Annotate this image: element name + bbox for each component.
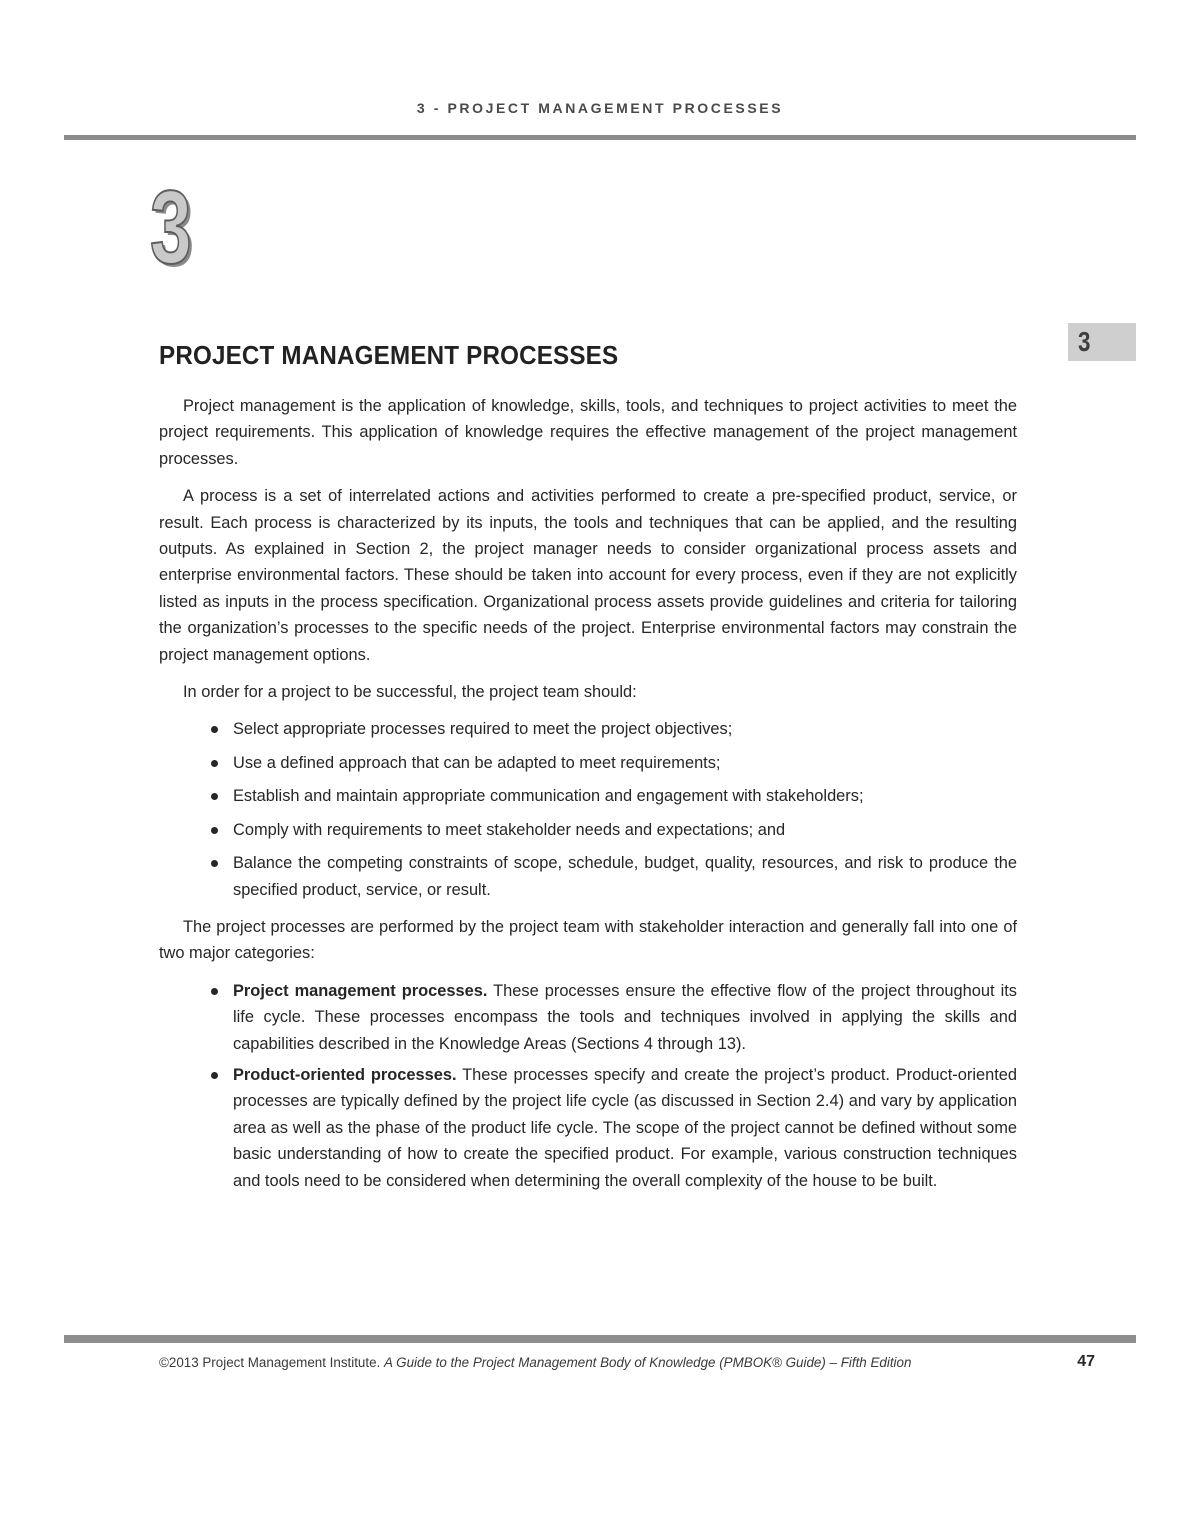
chapter-thumb-tab (1068, 323, 1136, 361)
paragraph-categories-intro: The project processes are performed by the project team with stakeholder interaction and generally fall into one of two major categories: (159, 917, 1017, 963)
list-item (159, 850, 1017, 903)
list-item (159, 1062, 1017, 1194)
bullet-icon (211, 827, 218, 834)
footer-citation: A Guide to the Project Management Body of Knowledge (PMBOK® Guide) – Fifth Edition (384, 1355, 912, 1370)
list-item (159, 978, 1017, 1057)
section-title: PROJECT MANAGEMENT PROCESSES (159, 340, 619, 370)
paragraph-definition: Project management is the application of knowledge, skills, tools, and techniques to project activities to meet the project requirements. This application of knowledge requires the effective management of the project management processes. (159, 397, 1017, 468)
paragraph-success-intro: In order for a project to be successful, the project team should: (183, 683, 637, 702)
category-term: Project management processes. (233, 981, 488, 1000)
success-bullet-list (159, 716, 1017, 902)
paragraph-process: A process is a set of interrelated actions and activities performed to create a pre-specified product, service, or result. Each process is characterized by its inputs, the tools and techniques that can be applied, and the resulting outputs. As explained in Section 2, the project manager needs to consider organizational process assets and enterprise environmental factors. These should be taken into account for every process, even if they are not explicitly listed as inputs in the process specification. Organizational process assets provide guidelines and criteria for tailoring the organization’s processes to the specific needs of the project. Enterprise environmental factors may constrain the project management options. (159, 487, 1017, 664)
list-item-text: Use a defined approach that can be adapted to meet requirements; (233, 753, 721, 772)
list-item (159, 716, 1017, 742)
running-header: 3 - PROJECT MANAGEMENT PROCESSES (416, 100, 784, 116)
bullet-icon (211, 760, 218, 767)
chapter-thumb-tab-label: 3 (1078, 326, 1091, 357)
list-item-text: Balance the competing constraints of scope, schedule, budget, quality, resources, and risk to produce the specified product, service, or result. (233, 854, 1017, 899)
bullet-icon (211, 988, 218, 995)
category-description: These processes specify and create the project’s product. Product-oriented processes are typically defined by the project life cycle (as discussed in Section 2.4) and vary by application area as well as the phase of the product life cycle. The scope of the project cannot be defined without some basic understanding of how to create the specified product. For example, various construction techniques and tools need to be considered when determining the overall complexity of the house to be built. (233, 1065, 1017, 1190)
page-footer (159, 1355, 1095, 1370)
chapter-numeral: 3 (150, 170, 192, 286)
bullet-icon (211, 793, 218, 800)
footer-copyright: ©2013 Project Management Institute. (159, 1355, 384, 1370)
list-item-text: Comply with requirements to meet stakeholder needs and expectations; and (233, 820, 786, 839)
body-text (159, 393, 1017, 1205)
category-description: These processes ensure the effective flow of the project throughout its life cycle. These processes encompass the tools and techniques involved in applying the skills and capabilities described in the Knowledge Areas (Sections 4 through 13). (233, 981, 1017, 1053)
category-term: Product-oriented processes. (233, 1065, 457, 1084)
header-rule (64, 135, 1136, 140)
list-item-text: Establish and maintain appropriate communication and engagement with stakeholders; (233, 787, 864, 806)
bullet-icon (211, 860, 218, 867)
list-item-text: Select appropriate processes required to meet the project objectives; (233, 720, 733, 739)
list-item (159, 783, 1017, 809)
bullet-icon (211, 726, 218, 733)
bullet-icon (211, 1072, 218, 1079)
category-bullet-list (159, 978, 1017, 1194)
page-number: 47 (1077, 1353, 1095, 1370)
footer-rule (64, 1335, 1136, 1343)
list-item (159, 817, 1017, 843)
list-item (159, 750, 1017, 776)
